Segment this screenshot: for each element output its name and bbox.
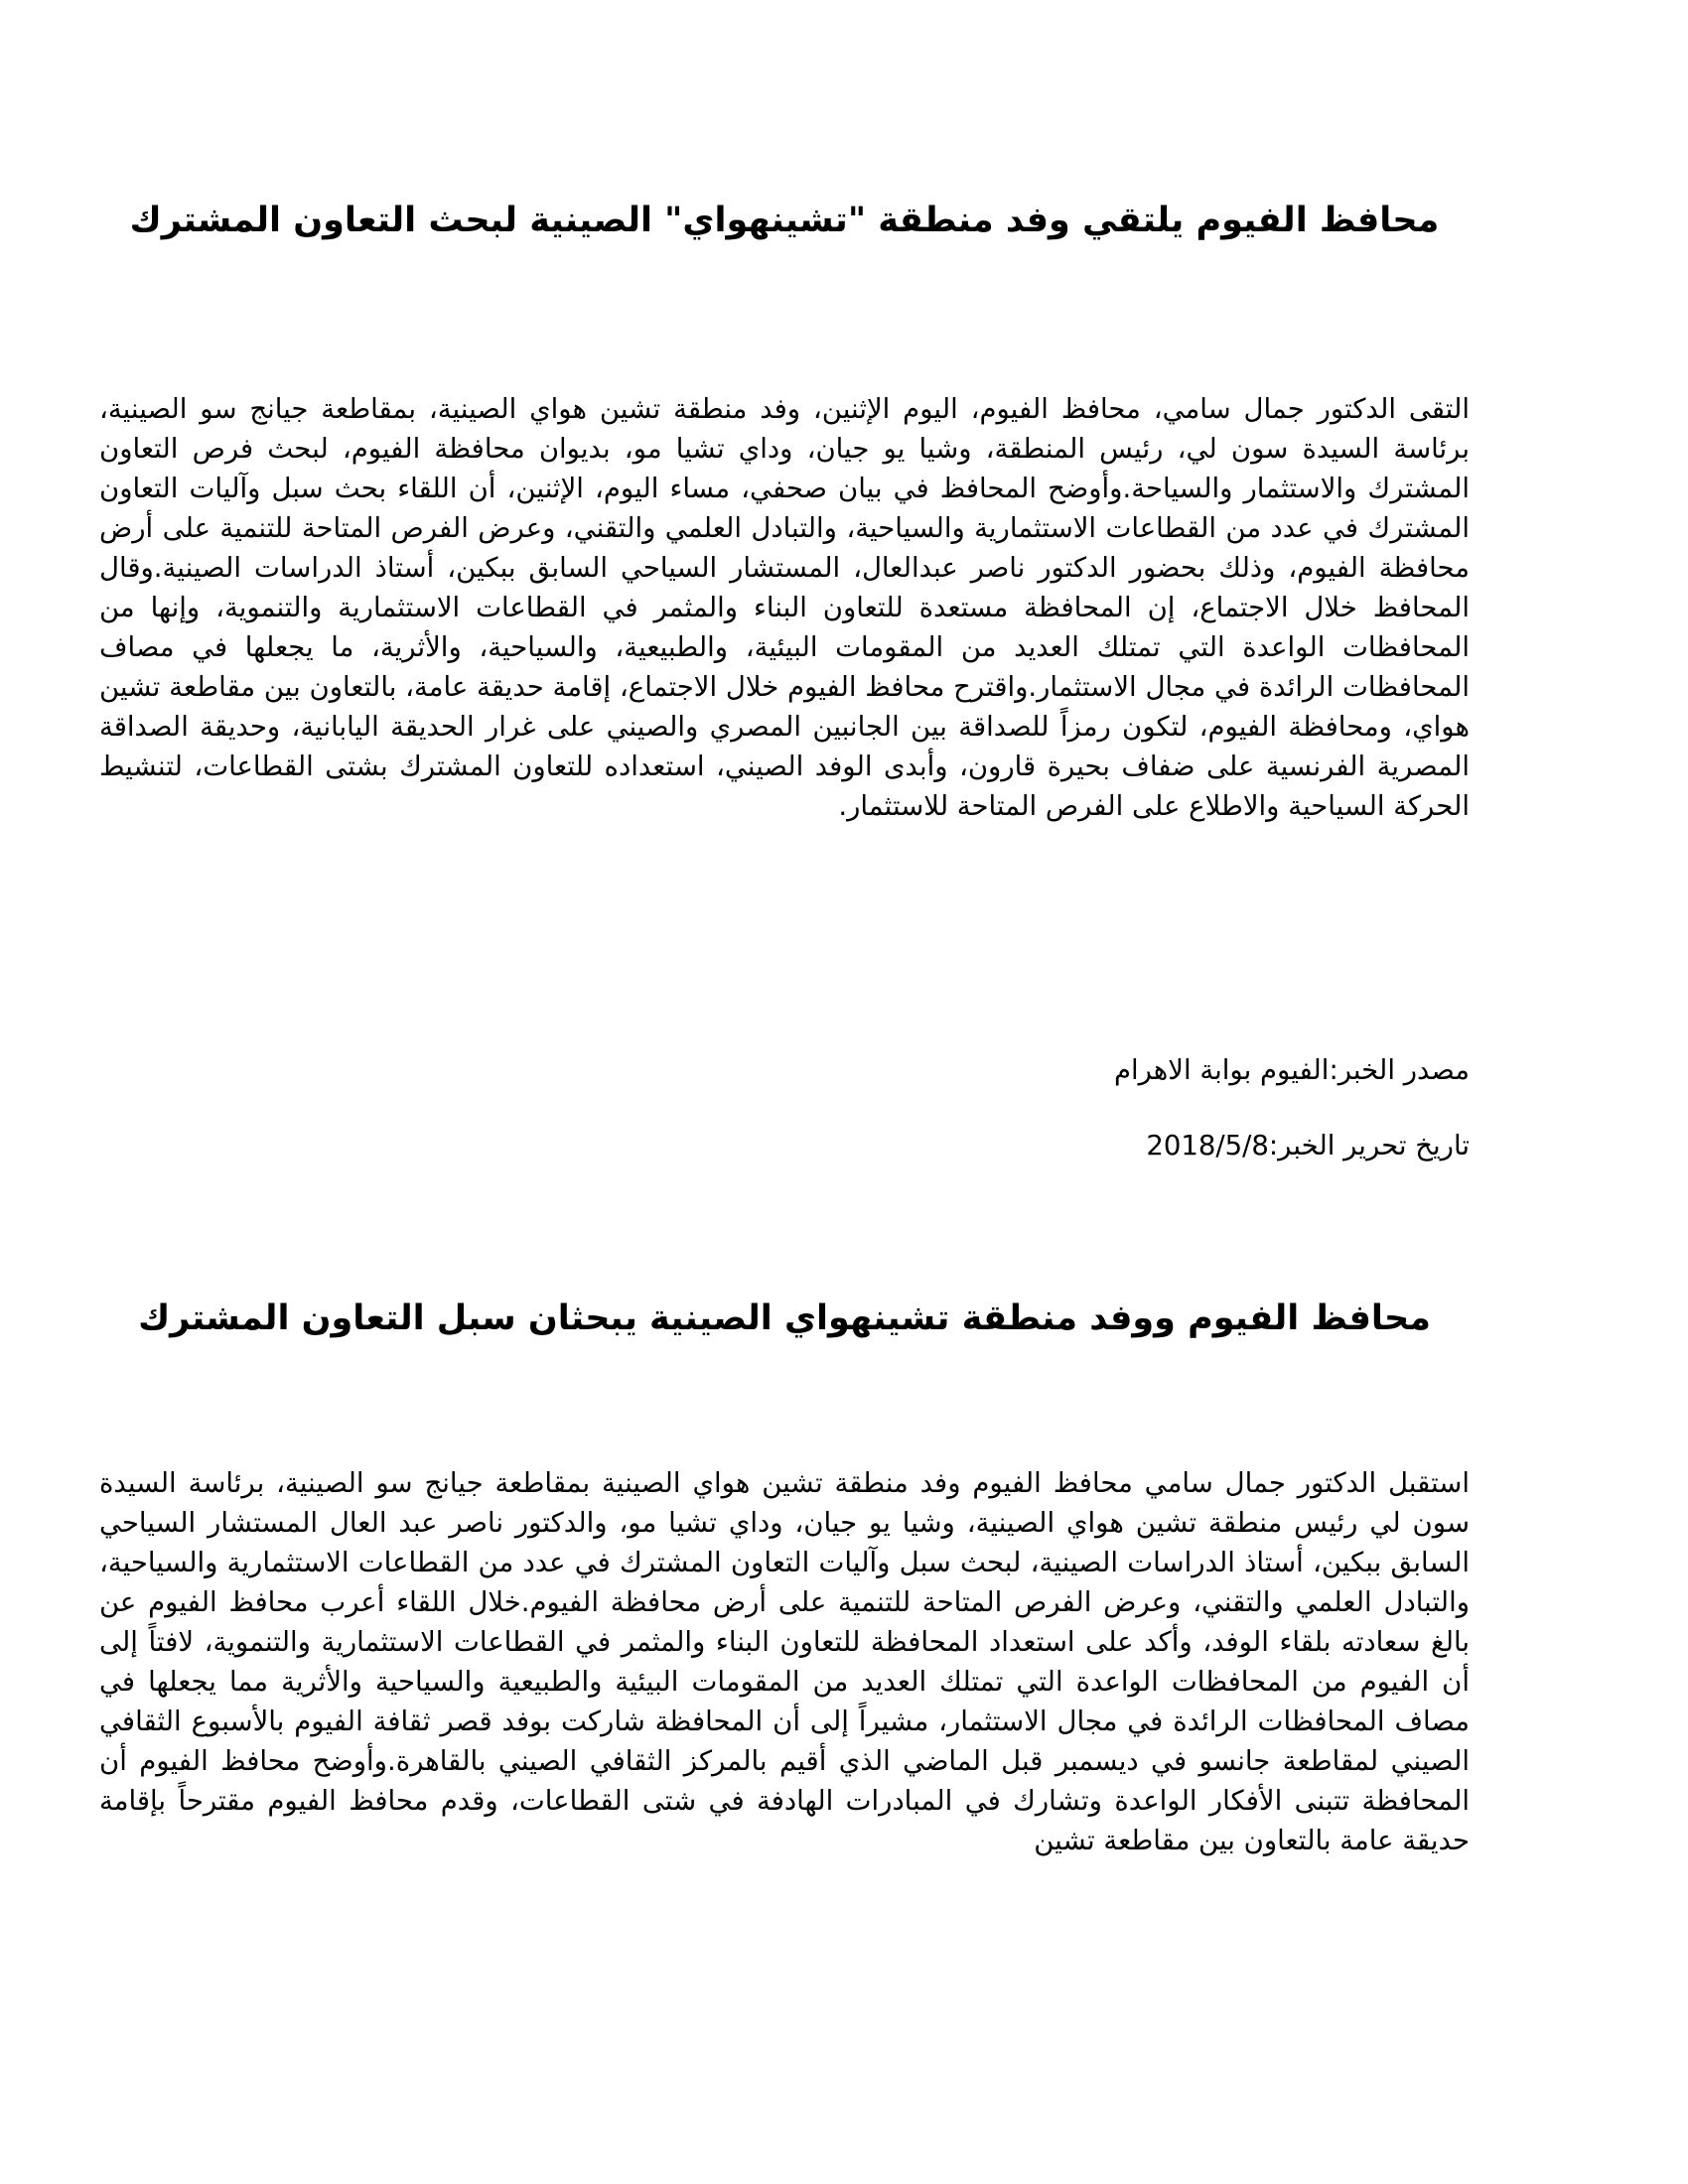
article-1-title: محافظ الفيوم يلتقي وفد منطقة "تشينهواي" الصينية لبحث التعاون المشترك (129, 201, 1440, 240)
article-2-title: محافظ الفيوم ووفد منطقة تشينهواي الصينية يبحثان سبل التعاون المشترك (138, 1298, 1431, 1338)
article-1-body: التقى الدكتور جمال سامي، محافظ الفيوم، اليوم الإثنين، وفد منطقة تشين هواي الصينية، بمقاطعة جيانج سو الصينية، برئاسة السيدة سون لي، رئيس المنطقة، وشيا يو جيان، وداي تشيا مو، بديوان محافظة الفيوم، لبحث فرص التعاون المشترك والاستثمار والسياحة.وأوضح المحافظ في بيان صحفي، مساء اليوم، الإثنين، أن اللقاء بحث سبل وآليات التعاون المشترك في عدد من القطاعات الاستثمارية والسياحية، والتبادل العلمي والتقني، وعرض الفرص المتاحة للتنمية على أرض محافظة الفيوم، وذلك بحضور الدكتور ناصر عبدالعال، المستشار السياحي السابق ببكين، أستاذ الدراسات الصينية.وقال المحافظ خلال الاجتماع، إن المحافظة مستعدة للتعاون البناء والمثمر في القطاعات الاستثمارية والتنموية، وإنها من المحافظات الواعدة التي تمتلك العديد من المقومات البيئية، والطبيعية، والسياحية، والأثرية، ما يجعلها في مصاف المحافظات الرائدة في مجال الاستثمار.واقترح محافظ الفيوم خلال الاجتماع، إقامة حديقة عامة، بالتعاون بين مقاطعة تشين هواي، ومحافظة الفيوم، لتكون رمزاً للصداقة بين الجانبين المصري والصيني على غرار الحديقة اليابانية، وحديقة الصداقة المصرية الفرنسية على ضفاف بحيرة قارون، وأبدى الوفد الصيني، استعداده للتعاون المشترك بشتى القطاعات، لتنشيط الحركة السياحية والاطلاع على الفرص المتاحة للاستثمار. (99, 393, 1470, 822)
article-2-body: استقبل الدكتور جمال سامي محافظ الفيوم وفد منطقة تشين هواي الصينية بمقاطعة جيانج سو الصينية، برئاسة السيدة سون لي رئيس منطقة تشين هواي الصينية، وشيا يو جيان، وداي تشيا مو، والدكتور ناصر عبد العال المستشار السياحي السابق ببكين، أستاذ الدراسات الصينية، لبحث سبل وآليات التعاون المشترك في عدد من القطاعات الاستثمارية والسياحية، والتبادل العلمي والتقني، وعرض الفرص المتاحة للتنمية على أرض محافظة الفيوم.خلال اللقاء أعرب محافظ الفيوم عن بالغ سعادته بلقاء الوفد، وأكد على استعداد المحافظة للتعاون البناء والمثمر في القطاعات الاستثمارية والتنموية، لافتاً إلى أن الفيوم من المحافظات الواعدة التي تمتلك العديد من المقومات البيئية والطبيعية والسياحية والأثرية مما يجعلها في مصاف المحافظات الرائدة في مجال الاستثمار، مشيراً إلى أن المحافظة شاركت بوفد قصر ثقافة الفيوم بالأسبوع الثقافي الصيني لمقاطعة جانسو في ديسمبر قبل الماضي الذي أقيم بالمركز الثقافي الصيني بالقاهرة.وأوضح محافظ الفيوم أن المحافظة تتبنى الأفكار الواعدة وتشارك في المبادرات الهادفة في شتى القطاعات، وقدم محافظ الفيوم مقترحاً بإقامة حديقة عامة بالتعاون بين مقاطعة تشين (99, 1467, 1470, 1856)
article-1-source: مصدر الخبر:الفيوم بوابة الاهرام (1113, 1054, 1470, 1086)
article-1-date: تاريخ تحرير الخبر:2018/5/8 (1146, 1130, 1470, 1161)
document-page (99, 0, 1470, 2184)
